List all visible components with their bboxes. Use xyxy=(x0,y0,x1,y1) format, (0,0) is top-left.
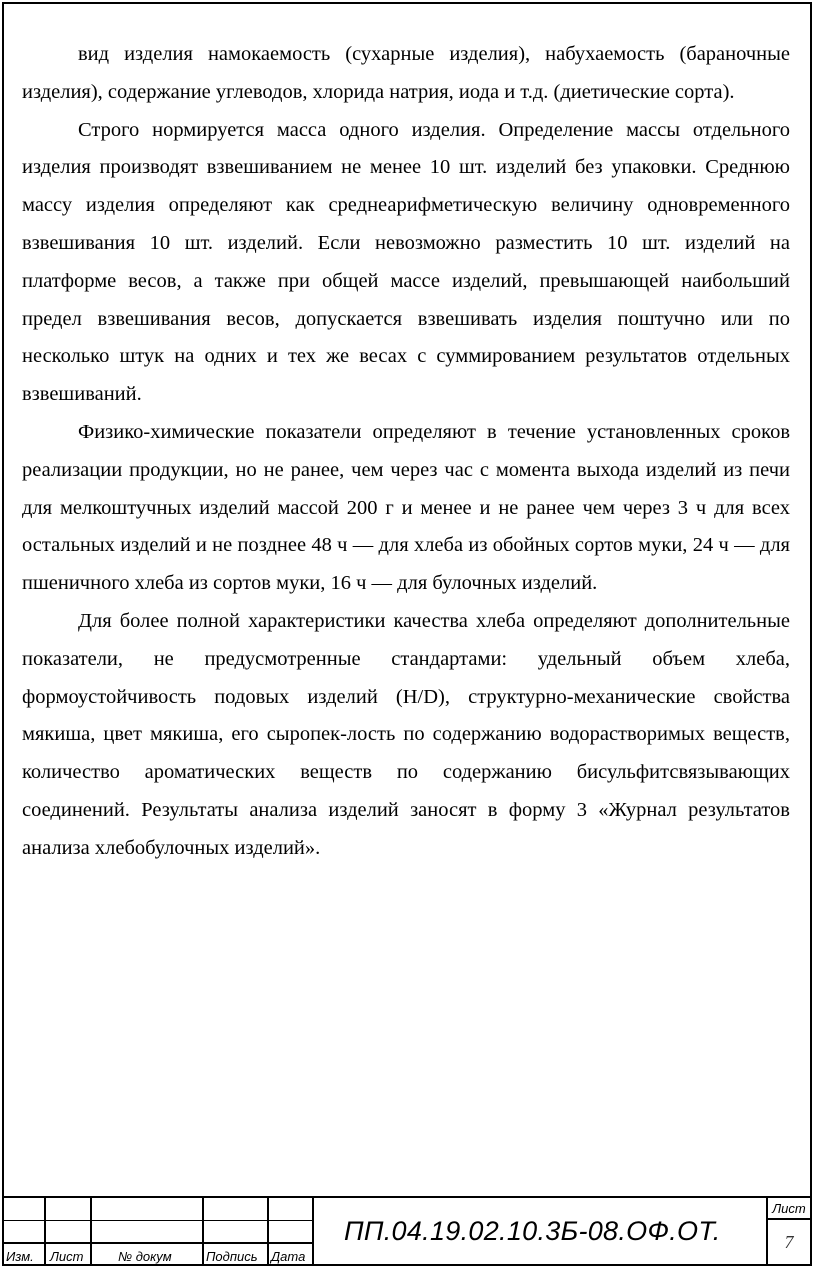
sheet-number: 7 xyxy=(784,1232,794,1252)
signature-label: Подпись xyxy=(206,1249,258,1264)
revision-row-divider xyxy=(2,1220,312,1221)
doc-number-label: № докум xyxy=(118,1249,172,1264)
page-frame xyxy=(2,2,812,1266)
code-divider xyxy=(312,1198,314,1266)
revision-table xyxy=(2,1198,312,1266)
sheet-number-box xyxy=(766,1198,810,1266)
revision-header-divider xyxy=(2,1242,312,1244)
sheet-label: Лист xyxy=(768,1198,810,1220)
document-body xyxy=(22,36,790,868)
paragraph-4: Для более полной характеристики качества хлеба определяют дополнительные показатели, не предусмотренные стандартами: удельный объем хлеба, формоустойчивость подовых изделий (H/D), структурно-механические свойства мякиша, цвет мякиша, его сыропек-лость по содержанию водорастворимых веществ, количество ароматических веществ по содержанию бисульфитсвязывающих соединений. Результаты анализа изделий заносят в форму 3 «Журнал результатов анализа хлебобулочных изделий». xyxy=(22,609,790,859)
title-block xyxy=(2,1196,812,1266)
column-divider xyxy=(44,1198,46,1266)
column-divider xyxy=(90,1198,92,1266)
list-label: Лист xyxy=(50,1249,84,1264)
izm-label: Изм. xyxy=(6,1249,34,1264)
column-divider xyxy=(267,1198,269,1266)
paragraph-3: Физико-химические показатели определяют в течение установленных сроков реализации продукции, но не ранее, чем через час с момента выхода изделий из печи для мелкоштучных изделий массой 200 г и менее и не ранее чем через 3 ч для всех остальных изделий и не позднее 48 ч — для хлеба из обойных сортов муки, 24 ч — для пшеничного хлеба из сортов муки, 16 ч — для булочных изделий. xyxy=(22,420,790,595)
column-divider xyxy=(202,1198,204,1266)
paragraph-1: вид изделия намокаемость (сухарные изделия), набухаемость (бараночные изделия), содержание углеводов, хлорида натрия, иода и т.д. (диетические сорта). xyxy=(22,43,790,103)
paragraph-2: Строго нормируется масса одного изделия. Определение массы отдельного изделия производят взвешиванием не менее 10 шт. изделий без упаковки. Среднюю массу изделия определяют как среднеарифметическую величину одновременного взвешивания 10 шт. изделий. Если невозможно разместить 10 шт. изделий на платформе весов, а также при общей массе изделий, превышающей наибольший предел взвешивания весов, допускается взвешивать изделия поштучно или по несколько штук на одних и тех же весах с суммированием результатов отдельных взвешиваний. xyxy=(22,118,790,406)
document-code: ПП.04.19.02.10.3Б-08.ОФ.ОТ. xyxy=(344,1216,721,1246)
date-label: Дата xyxy=(271,1249,306,1264)
